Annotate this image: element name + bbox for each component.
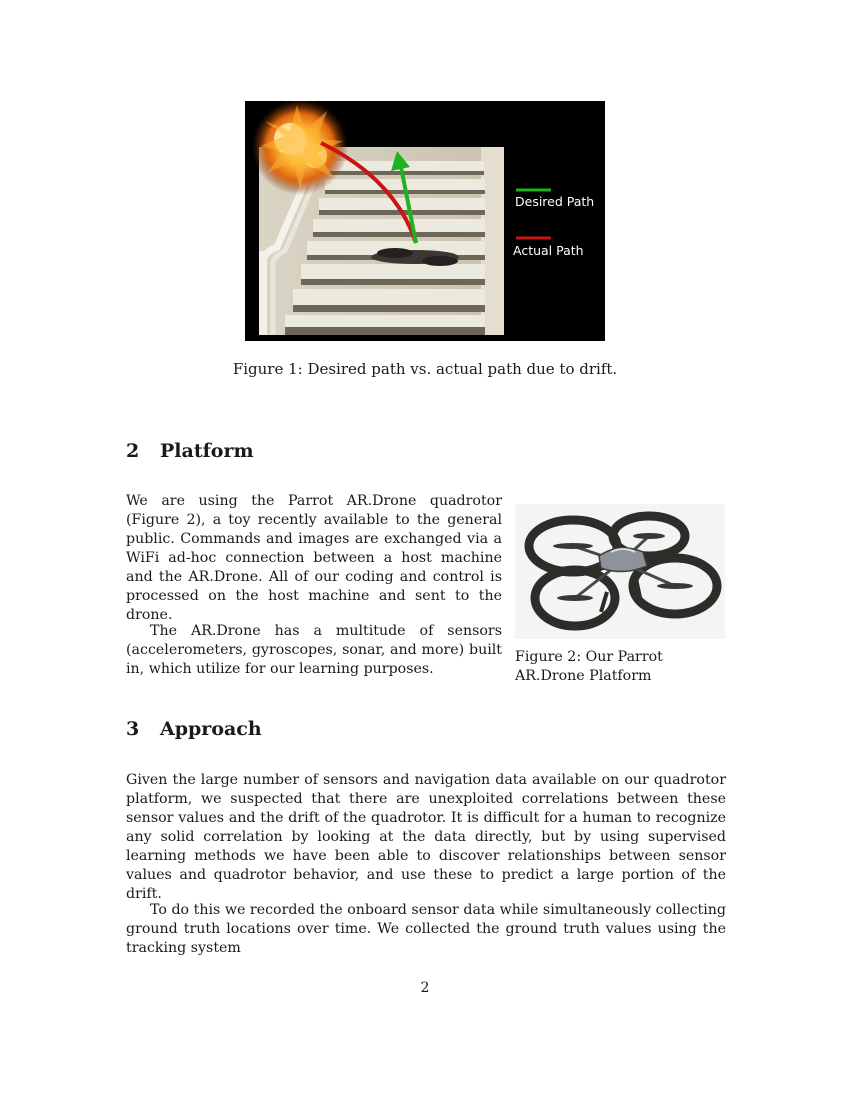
section-2-paragraph-1: We are using the Parrot AR.Drone quadrotor (Figure 2), a toy recently available to the general public. Commands and images are exchanged via a WiFi ad-hoc connection between a host machine and the AR.Drone. All of our coding and control is processed on the host machine and sent to the drone. bbox=[126, 493, 502, 623]
legend-actual-label: Actual Path bbox=[513, 243, 584, 258]
section-2-title: Platform bbox=[160, 440, 254, 462]
section-3-paragraph-2: To do this we recorded the onboard sensor data while simultaneously collecting ground truth locations over time. We collected the ground truth values using the tracking system bbox=[126, 902, 726, 956]
page-number: 2 bbox=[420, 980, 430, 996]
section-2-number: 2 bbox=[126, 440, 140, 462]
figure-2-image bbox=[515, 504, 725, 639]
ar-drone-illustration bbox=[515, 504, 725, 639]
section-3-heading bbox=[126, 718, 262, 740]
figure-1-caption: Figure 1: Desired path vs. actual path due to drift. bbox=[232, 360, 618, 378]
section-2-heading bbox=[126, 440, 254, 462]
staircase-drift-illustration bbox=[245, 101, 605, 341]
figure-2-caption: Figure 2: Our Parrot AR.Drone Platform bbox=[515, 649, 663, 684]
legend bbox=[513, 190, 594, 258]
section-3-title: Approach bbox=[160, 718, 262, 740]
figure-1-image bbox=[245, 101, 605, 341]
legend-desired-label: Desired Path bbox=[515, 194, 595, 209]
section-3-paragraph-1: Given the large number of sensors and navigation data available on our quadrotor platform, we suspected that there are unexploited correlations between these sensor values and the drift of the quadrotor. It is difficult for a human to recognize any solid correlation by looking at the data directly, but by using supervised learning methods we have been able to discover relationships between sensor values and quadrotor behavior, and use these to predict a large portion of the drift. bbox=[126, 772, 726, 902]
drone-hull bbox=[599, 548, 647, 572]
section-3-number: 3 bbox=[126, 718, 140, 740]
section-2-paragraph-2: The AR.Drone has a multitude of sensors (accelerometers, gyroscopes, sonar, and more) built in, which utilize for our learning purposes. bbox=[126, 623, 502, 677]
